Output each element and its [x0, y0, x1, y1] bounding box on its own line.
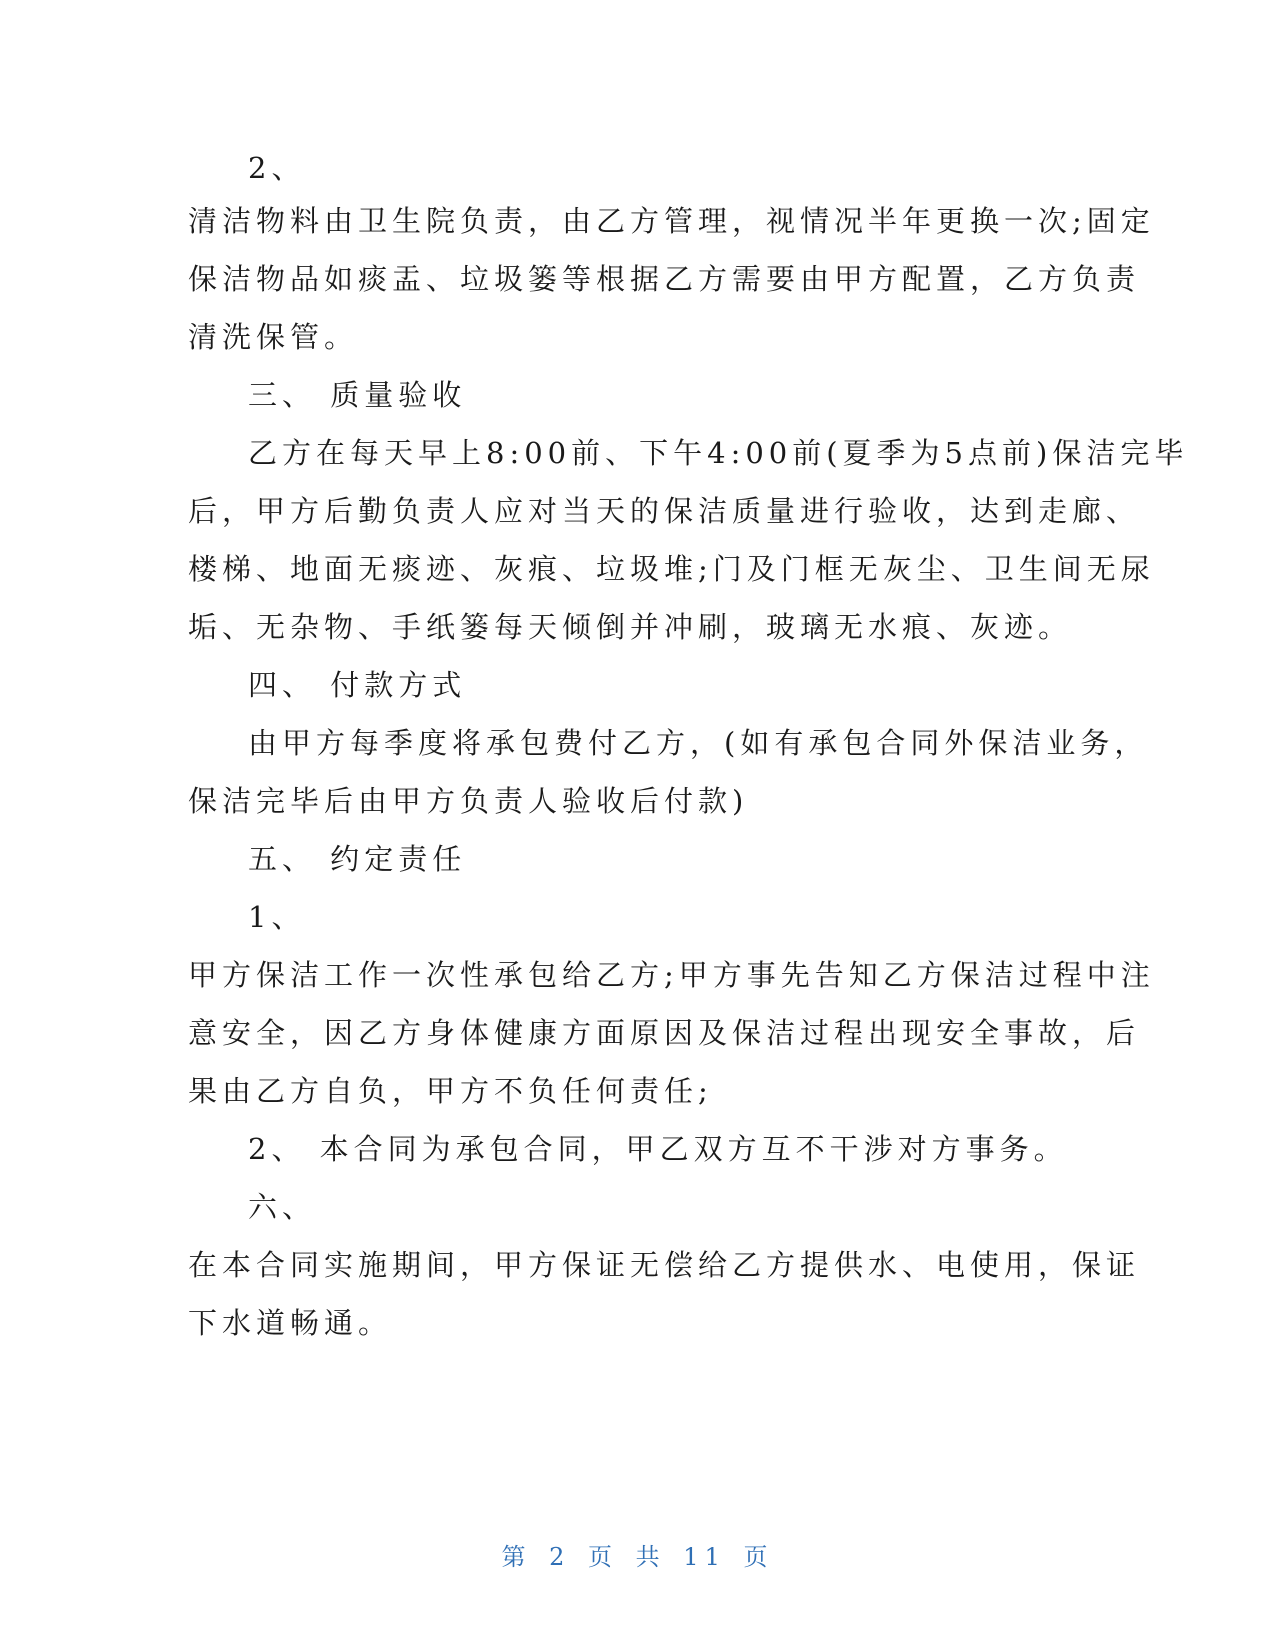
body-text-line: 楼梯、地面无痰迹、灰痕、垃圾堆;门及门框无灰尘、卫生间无尿: [188, 552, 1155, 586]
section-heading: 五、 约定责任: [248, 842, 467, 876]
body-text-line: 在本合同实施期间，甲方保证无偿给乙方提供水、电使用，保证: [188, 1248, 1141, 1282]
body-text-line: 甲方保洁工作一次性承包给乙方;甲方事先告知乙方保洁过程中注: [188, 958, 1155, 992]
body-text-line: 2、 本合同为承包合同，甲乙双方互不干涉对方事务。: [248, 1132, 1068, 1166]
body-text-line: 清洗保管。: [188, 320, 359, 354]
page-number-footer: 第 2 页 共 11 页: [501, 1543, 774, 1571]
body-text-line: 下水道畅通。: [188, 1306, 393, 1340]
section-heading: 四、 付款方式: [248, 668, 467, 702]
body-text-line: 垢、无杂物、手纸篓每天倾倒并冲刷，玻璃无水痕、灰迹。: [188, 610, 1073, 644]
body-text-line: 乙方在每天早上8:00前、下午4:00前(夏季为5点前)保洁完毕: [248, 436, 1189, 470]
body-text-line: 后，甲方后勤负责人应对当天的保洁质量进行验收，达到走廊、: [188, 494, 1141, 528]
body-text-line: 意安全，因乙方身体健康方面原因及保洁过程出现安全事故，后: [188, 1016, 1141, 1050]
clause-number: 2、: [248, 151, 306, 185]
body-text-line: 果由乙方自负，甲方不负任何责任;: [188, 1074, 713, 1108]
body-text-line: 保洁物品如痰盂、垃圾篓等根据乙方需要由甲方配置，乙方负责: [188, 262, 1141, 296]
body-text-line: 由甲方每季度将承包费付乙方，(如有承包合同外保洁业务，: [248, 726, 1149, 760]
clause-number: 1、: [248, 900, 306, 934]
body-text-line: 清洁物料由卫生院负责，由乙方管理，视情况半年更换一次;固定: [188, 204, 1155, 238]
body-text-line: 保洁完毕后由甲方负责人验收后付款): [188, 784, 749, 818]
section-heading: 三、 质量验收: [248, 378, 467, 412]
section-heading: 六、: [248, 1190, 317, 1224]
